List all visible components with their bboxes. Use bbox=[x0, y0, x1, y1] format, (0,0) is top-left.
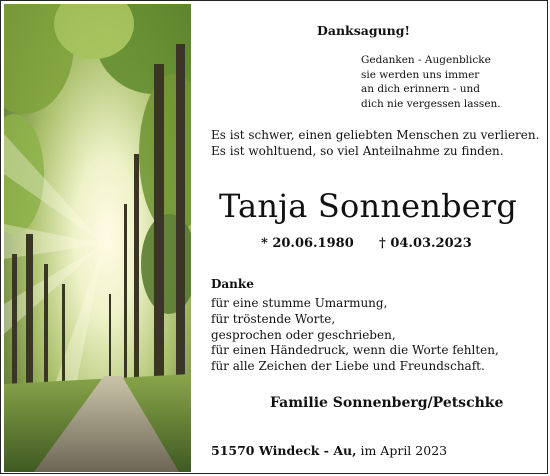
notice-title: Danksagung! bbox=[317, 23, 410, 38]
birth-date: * 20.06.1980 bbox=[261, 236, 354, 251]
forest-photo bbox=[4, 4, 191, 472]
date: im April 2023 bbox=[360, 443, 448, 458]
thanks-line: für alle Zeichen der Liebe und Freundschaft. bbox=[211, 359, 485, 374]
thanks-heading: Danke bbox=[211, 277, 254, 291]
death-date: † 04.03.2023 bbox=[379, 236, 472, 251]
thanks-line: für einen Händedruck, wenn die Worte fehlten, bbox=[211, 343, 499, 358]
poem-line: sie werden uns immer bbox=[361, 68, 480, 81]
place-date bbox=[211, 443, 447, 458]
intro-text bbox=[211, 127, 539, 159]
thanks-line: gesprochen oder geschrieben, bbox=[211, 327, 396, 342]
poem-line: an dich erinnern - und bbox=[361, 83, 481, 96]
notice-text bbox=[191, 0, 548, 476]
family-signature: Familie Sonnenberg/Petschke bbox=[270, 395, 504, 411]
poem-line: dich nie vergessen lassen. bbox=[361, 97, 501, 110]
thanks-line: für tröstende Worte, bbox=[211, 311, 336, 326]
thanks-line: für eine stumme Umarmung, bbox=[211, 296, 388, 310]
intro-line: Es ist schwer, einen geliebten Menschen zu verlieren. bbox=[211, 128, 540, 142]
intro-line: Es ist wohltuend, so viel Anteilnahme zu finden. bbox=[211, 144, 504, 158]
thanks-text bbox=[211, 296, 499, 375]
place: 51570 Windeck - Au, bbox=[211, 443, 357, 458]
poem bbox=[361, 53, 501, 111]
deceased-name: Tanja Sonnenberg bbox=[219, 187, 518, 225]
poem-line: Gedanken - Augenblicke bbox=[361, 54, 491, 66]
